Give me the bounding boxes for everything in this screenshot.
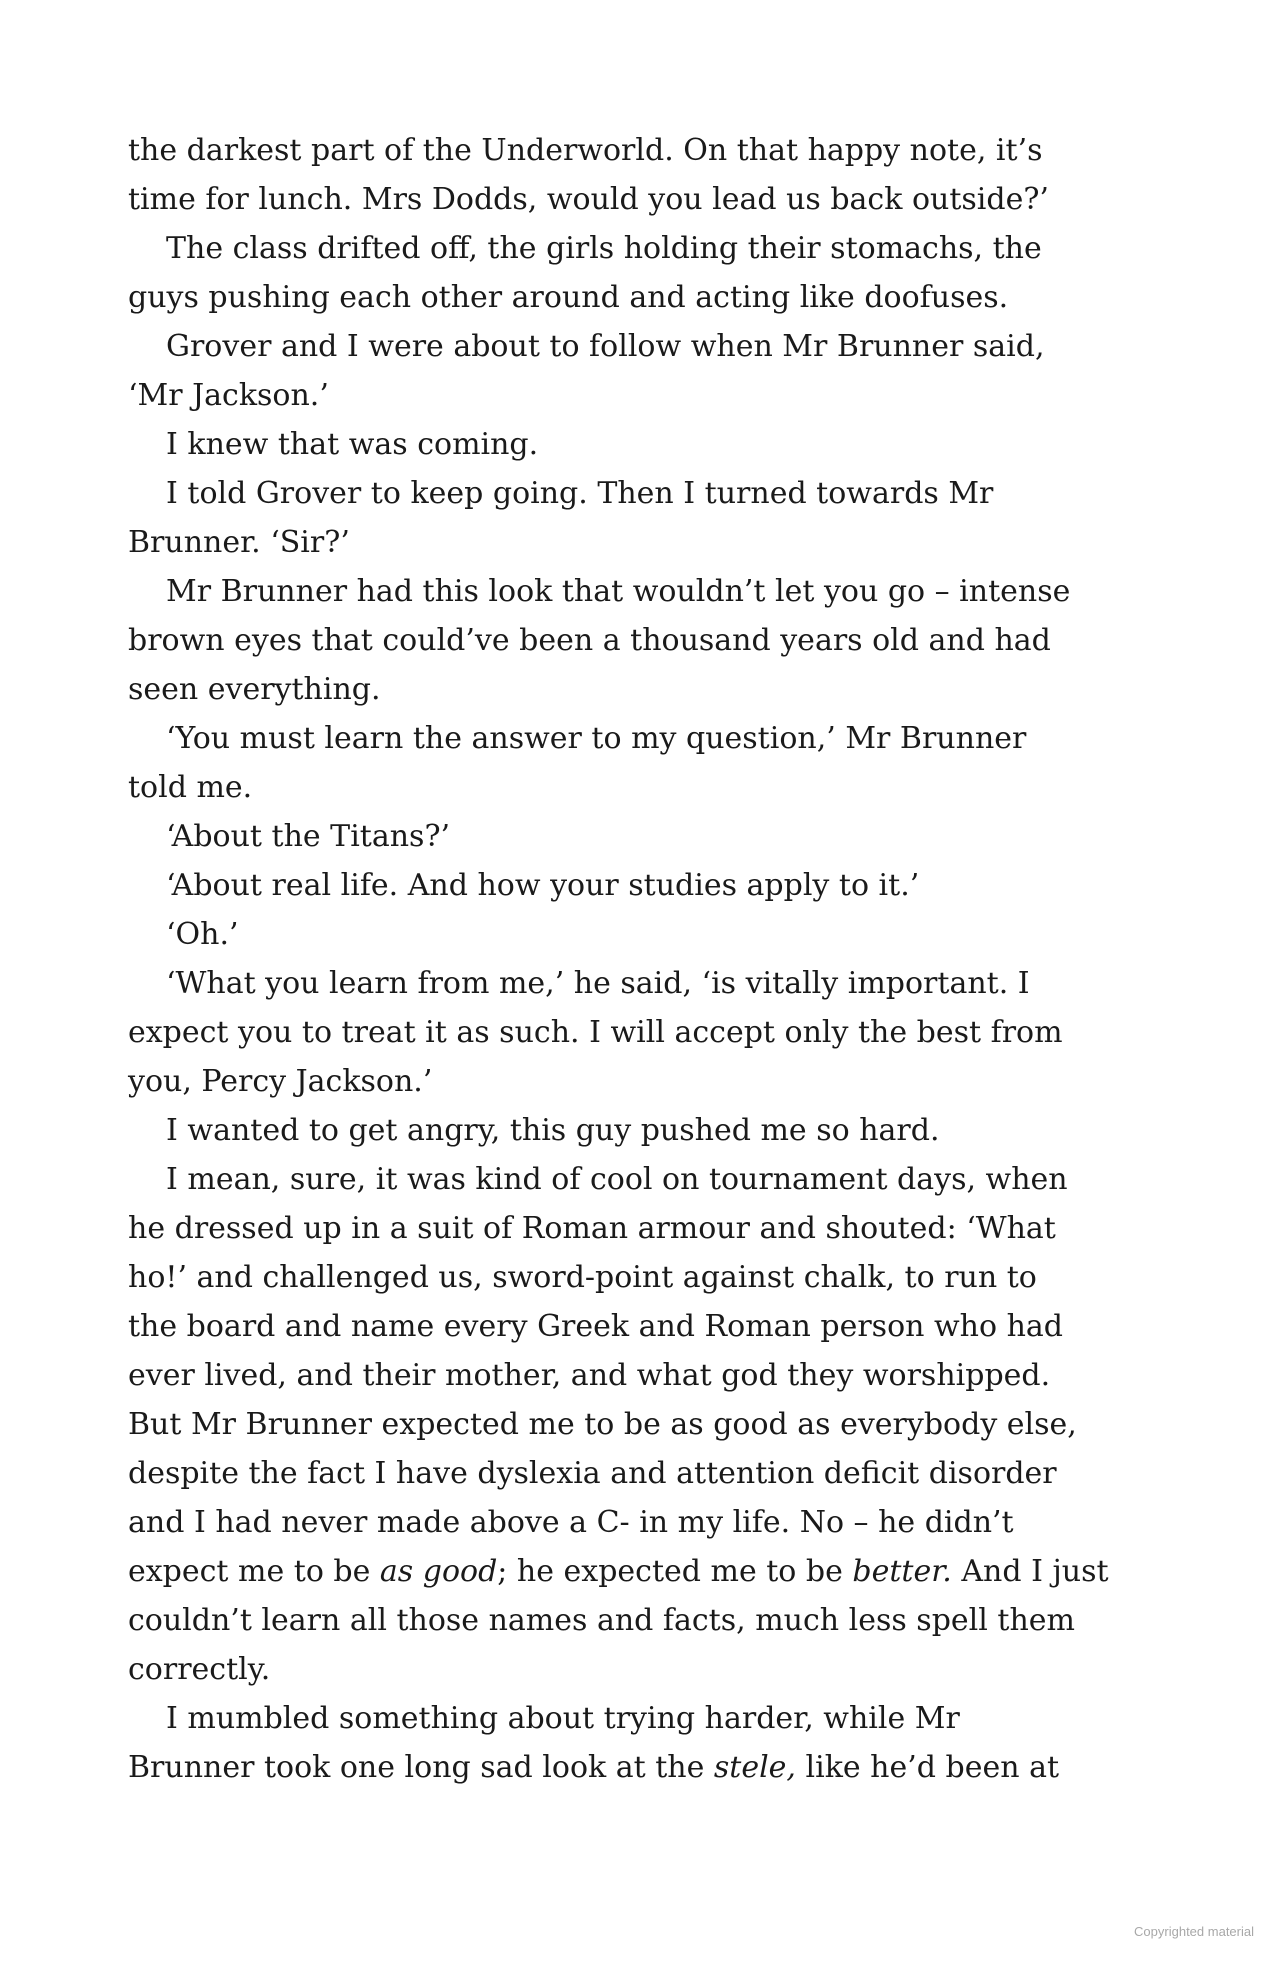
- text-line: couldn’t learn all those names and facts, much less spell them: [128, 1603, 1075, 1638]
- text-line: the board and name every Greek and Roman person who had: [128, 1309, 1064, 1344]
- body-text: [128, 126, 1152, 1792]
- text-line: brown eyes that could’ve been a thousand years old and had: [128, 623, 1051, 658]
- text-line: expect you to treat it as such. I will accept only the best from: [128, 1015, 1063, 1050]
- text-line: time for lunch. Mrs Dodds, would you lead us back outside?’: [128, 182, 1049, 217]
- text-line: ‘You must learn the answer to my question,’ Mr Brunner: [166, 721, 1027, 756]
- text-line-with-italics: [128, 1547, 1152, 1596]
- text-segment: And I just: [951, 1554, 1109, 1589]
- text-line: told me.: [128, 770, 253, 805]
- text-line: the darkest part of the Underworld. On that happy note, it’s: [128, 133, 1043, 168]
- text-line: and I had never made above a C- in my life. No – he didn’t: [128, 1505, 1014, 1540]
- text-line: ever lived, and their mother, and what god they worshipped.: [128, 1358, 1051, 1393]
- text-line: correctly.: [128, 1652, 271, 1687]
- italic-text: better.: [852, 1554, 952, 1589]
- text-line-with-italics: [128, 1743, 1152, 1792]
- text-line: I mean, sure, it was kind of cool on tournament days, when: [166, 1162, 1068, 1197]
- text-line: Mr Brunner had this look that wouldn’t let you go – intense: [166, 574, 1071, 609]
- text-line: I wanted to get angry, this guy pushed me so hard.: [166, 1113, 940, 1148]
- text-line: Grover and I were about to follow when Mr Brunner said,: [166, 329, 1045, 364]
- text-line: ‘Mr Jackson.’: [128, 378, 329, 413]
- text-line: despite the fact I have dyslexia and attention deficit disorder: [128, 1456, 1057, 1491]
- text-line: But Mr Brunner expected me to be as good as everybody else,: [128, 1407, 1077, 1442]
- text-segment: expect me to be: [128, 1554, 380, 1589]
- text-line: he dressed up in a suit of Roman armour and shouted: ‘What: [128, 1211, 1056, 1246]
- text-line: seen everything.: [128, 672, 381, 707]
- text-segment: ; he expected me to be: [497, 1554, 853, 1589]
- text-line: ho!’ and challenged us, sword-point against chalk, to run to: [128, 1260, 1037, 1295]
- copyright-notice: Copyrighted material: [1134, 1924, 1254, 1939]
- text-line: Brunner. ‘Sir?’: [128, 525, 350, 560]
- italic-text: stele,: [713, 1750, 796, 1785]
- text-line: you, Percy Jackson.’: [128, 1064, 433, 1099]
- text-line: I knew that was coming.: [166, 427, 539, 462]
- text-line: ‘What you learn from me,’ he said, ‘is vitally important. I: [166, 966, 1030, 1001]
- text-segment: Brunner took one long sad look at the: [128, 1750, 714, 1785]
- text-line: I mumbled something about trying harder, while Mr: [166, 1701, 960, 1736]
- text-line: I told Grover to keep going. Then I turned towards Mr: [166, 476, 994, 511]
- text-segment: like he’d been at: [795, 1750, 1060, 1785]
- text-line: ‘About real life. And how your studies apply to it.’: [166, 868, 920, 903]
- italic-text: as good: [379, 1554, 498, 1589]
- text-line: The class drifted off, the girls holding their stomachs, the: [166, 231, 1042, 266]
- text-line: ‘Oh.’: [166, 917, 239, 952]
- text-line: ‘About the Titans?’: [166, 819, 451, 854]
- text-line: guys pushing each other around and acting like doofuses.: [128, 280, 1009, 315]
